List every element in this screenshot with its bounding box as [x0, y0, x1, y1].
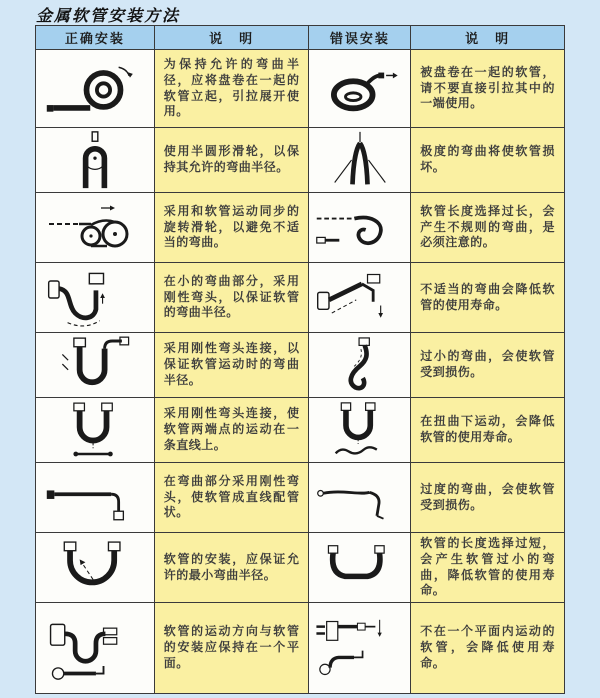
wrong-desc-text: 在扭曲下运动，会降低软管的使用寿命。 [420, 414, 555, 444]
wrong-desc-text: 过度的弯曲，会使软管受到损伤。 [420, 481, 555, 512]
wrong-desc-text: 过小的弯曲，会使软管受到损伤。 [420, 349, 555, 379]
wrong-desc-text: 不在一个平面内运动的软管，会降低使用寿命。 [420, 624, 555, 670]
coiled-hose-pulled-end-icon [316, 60, 404, 118]
wrong-image-cell [309, 463, 411, 532]
wrong-desc-text: 不适当的弯曲会降低软管的使用寿命。 [420, 281, 555, 312]
correct-desc-cell [155, 463, 310, 532]
correct-desc-text: 使用半圆形滑轮，以保持其允许的弯曲半径。 [163, 144, 300, 174]
correct-image-cell [36, 398, 155, 462]
table-row [36, 603, 564, 693]
wrong-image-cell [309, 533, 411, 602]
correct-desc-text: 采用刚性弯头连接，以保证软管运动时的弯曲半径。 [163, 341, 300, 387]
table-row [36, 263, 564, 333]
table-row [36, 463, 564, 533]
correct-desc-text: 为保持允许的弯曲半径，应将盘卷在一起的软管立起，引拉展开使用。 [163, 56, 300, 119]
correct-image-cell [36, 463, 155, 532]
correct-image-cell [36, 193, 155, 262]
rigid-elbow-connection-icon [47, 335, 143, 395]
wrong-desc-text: 软管长度选择过长，会产生不规则的弯曲，是必须注意的。 [420, 203, 555, 250]
table-row [36, 50, 564, 128]
uncoiled-standing-hose-icon [43, 58, 147, 120]
too-short-hose-icon [313, 542, 407, 594]
correct-image-cell [36, 333, 155, 397]
wrong-desc-cell [411, 398, 564, 462]
correct-desc-cell [155, 398, 310, 462]
correct-desc-text: 软管的运动方向与软管的安装应保持在一个平面。 [163, 624, 300, 670]
excessive-corner-bend-icon [313, 472, 407, 524]
wrong-desc-cell [411, 333, 564, 397]
correct-desc-cell [155, 128, 310, 192]
header-correct-install: 正确安装 [36, 26, 155, 49]
page-title: 金属软管安装方法 [36, 6, 181, 25]
correct-image-cell [36, 263, 155, 332]
endpoints-on-straight-line-icon [47, 400, 143, 460]
table-row [36, 333, 564, 398]
correct-desc-text: 采用刚性弯头连接，使软管两端点的运动在一条直线上。 [163, 406, 300, 452]
wrong-desc-cell [411, 128, 564, 192]
wrong-desc-cell [411, 50, 564, 127]
correct-desc-cell [155, 193, 310, 262]
correct-desc-cell [155, 533, 310, 602]
wrong-image-cell [309, 50, 411, 127]
improper-bend-hose-icon [313, 269, 407, 327]
correct-desc-cell [155, 333, 310, 397]
synchronized-rotating-pulley-icon [45, 200, 145, 256]
wrong-desc-cell [411, 193, 564, 262]
correct-desc-text: 采用和软管运动同步的旋转滑轮，以避免不适当的弯曲。 [163, 203, 300, 250]
semicircular-pulley-hose-icon [52, 130, 138, 190]
irregular-bend-long-hose-icon [313, 201, 407, 255]
table-row [36, 193, 564, 263]
wrong-image-cell [309, 193, 411, 262]
correct-image-cell [36, 128, 155, 192]
wrong-image-cell [309, 333, 411, 397]
correct-image-cell [36, 533, 155, 602]
out-of-plane-motion-icon [313, 610, 407, 686]
header-wrong-install: 错误安装 [309, 26, 411, 49]
wrong-image-cell [309, 263, 411, 332]
header-description-1: 说 明 [155, 26, 310, 49]
correct-desc-cell [155, 263, 310, 332]
table-row [36, 533, 564, 603]
table-row [36, 398, 564, 463]
extreme-bend-hose-icon [317, 130, 403, 190]
minimum-bend-radius-u-icon [47, 539, 143, 597]
wrong-desc-text: 极度的弯曲将使软管损坏。 [420, 144, 555, 174]
straight-piping-rigid-elbow-icon [43, 471, 147, 525]
installation-table [35, 25, 565, 694]
header-description-2: 说 明 [411, 26, 564, 49]
correct-desc-text: 在小的弯曲部分，采用刚性弯头，以保证软管的弯曲半径。 [163, 273, 300, 320]
wrong-desc-text: 被盘卷在一起的软管，请不要直接引拉其中的一端使用。 [420, 64, 555, 111]
correct-image-cell [36, 603, 155, 693]
correct-desc-text: 在弯曲部分采用刚性弯头，使软管成直线配管状。 [163, 473, 300, 520]
header-row [36, 26, 564, 50]
wrong-image-cell [309, 603, 411, 693]
wrong-image-cell [309, 128, 411, 192]
wrong-desc-cell [411, 603, 564, 693]
wrong-image-cell [309, 398, 411, 462]
correct-desc-cell [155, 603, 310, 693]
wrong-desc-cell [411, 533, 564, 602]
table-row [36, 128, 564, 193]
correct-desc-cell [155, 50, 310, 127]
too-small-bend-hose-icon [318, 336, 402, 394]
correct-desc-text: 软管的安装，应保证允许的最小弯曲半径。 [163, 551, 300, 582]
wrong-desc-text: 软管的长度选择过短，会产生软管过小的弯曲，降低软管的使用寿命。 [420, 535, 555, 598]
wrong-desc-cell [411, 463, 564, 532]
twisted-motion-hose-icon [313, 401, 407, 459]
wrong-desc-cell [411, 263, 564, 332]
same-plane-motion-icon [43, 609, 147, 687]
rigid-elbow-small-bend-icon [43, 267, 147, 329]
correct-image-cell [36, 50, 155, 127]
